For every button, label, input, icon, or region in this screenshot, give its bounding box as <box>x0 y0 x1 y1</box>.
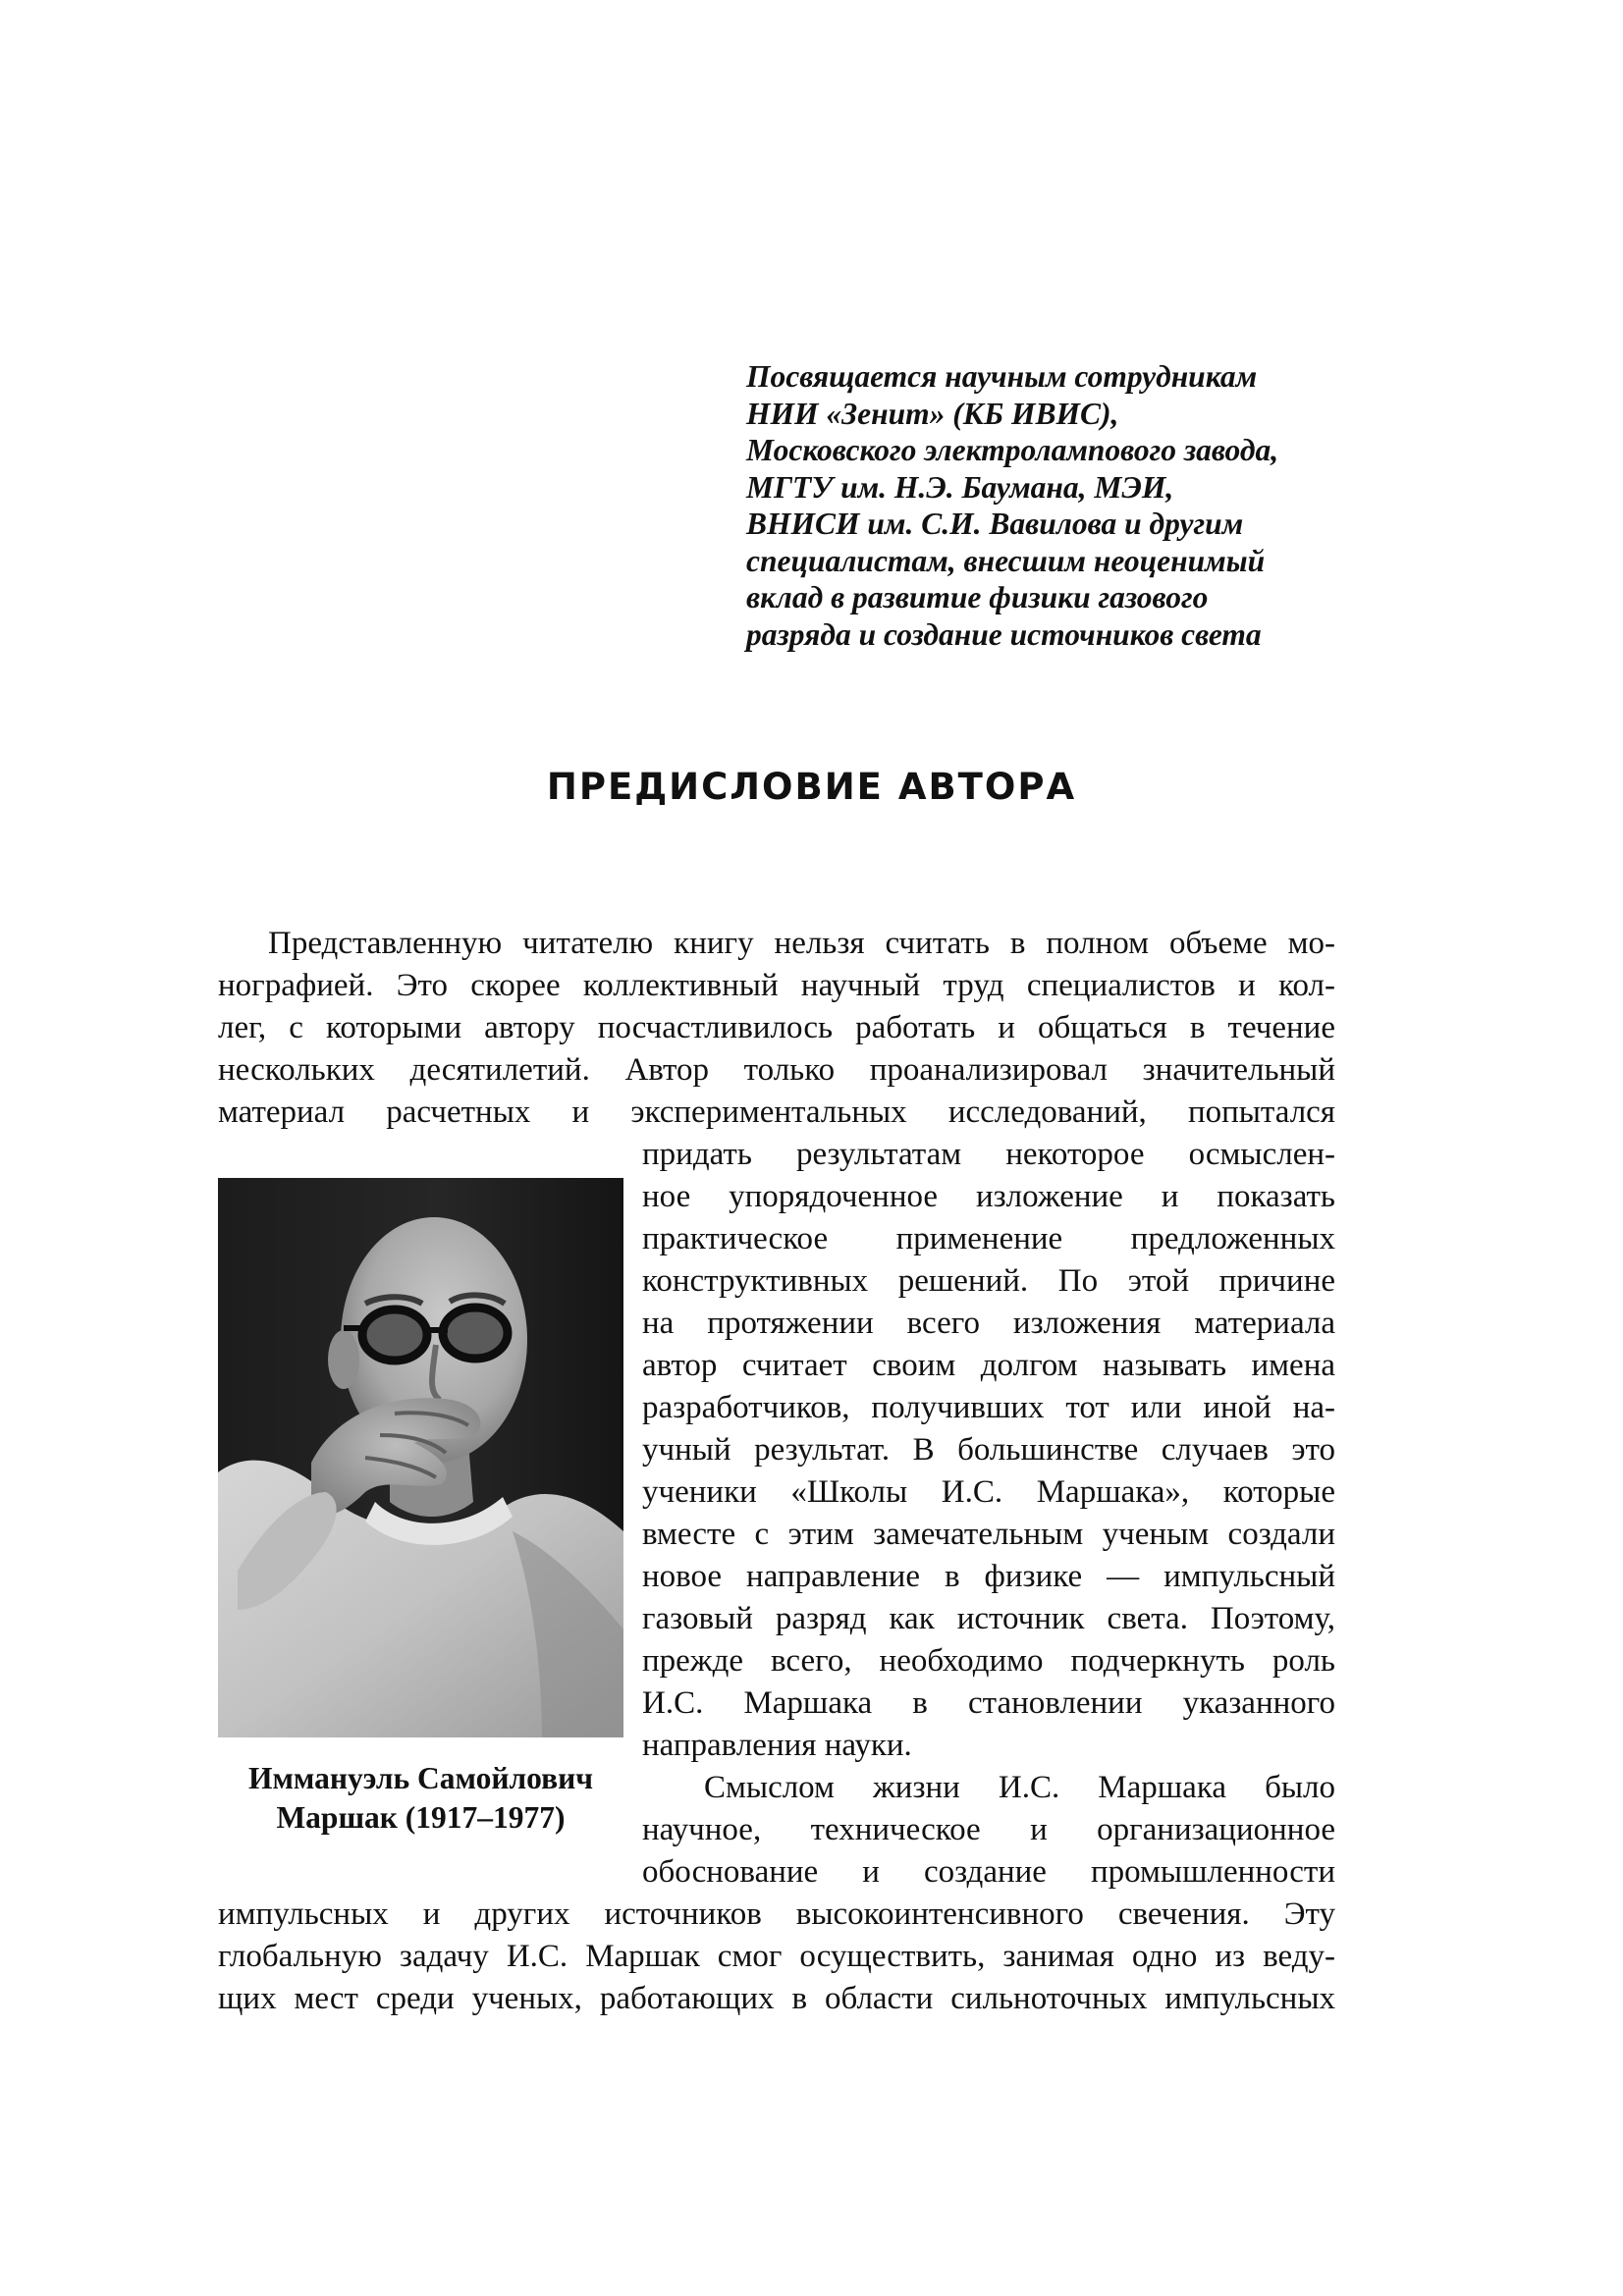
body-line: придать результатам некоторое осмыслен- <box>642 1137 1335 1172</box>
photo-caption <box>218 1759 623 1838</box>
dedication-line: ВНИСИ им. С.И. Вавилова и другим <box>746 507 1244 541</box>
body-line: нескольких десятилетий. Автор только проанализировал значительный <box>218 1052 1335 1088</box>
body-line: учный результат. В большинстве случаев это <box>642 1432 1335 1468</box>
body-line: практическое применение предложенных <box>642 1221 1335 1256</box>
body-line: глобальную задачу И.С. Маршак смог осуществить, занимая одно из веду- <box>218 1939 1335 1974</box>
body-line: конструктивных решений. По этой причине <box>642 1263 1335 1299</box>
body-line: обоснование и создание промышленности <box>642 1854 1335 1890</box>
body-line: ное упорядоченное изложение и показать <box>642 1179 1335 1214</box>
body-line: прежде всего, необходимо подчеркнуть роль <box>642 1643 1335 1679</box>
body-line: ученики «Школы И.С. Маршака», которые <box>642 1474 1335 1510</box>
body-line: нографией. Это скорее коллективный научный труд специалистов и кол- <box>218 968 1335 1003</box>
body-line: материал расчетных и экспериментальных исследований, попытался <box>218 1095 1335 1130</box>
body-line: газовый разряд как источник света. Поэтому, <box>642 1601 1335 1636</box>
body-line: щих мест среди ученых, работающих в области сильноточных импульсных <box>218 1981 1335 2016</box>
dedication-line: Московского электролампового завода, <box>746 433 1279 467</box>
body-line: на протяжении всего изложения материала <box>642 1306 1335 1341</box>
body-line: вместе с этим замечательным ученым создали <box>642 1517 1335 1552</box>
caption-line: Маршак (1917–1977) <box>276 1800 566 1835</box>
dedication-line: вклад в развитие физики газового <box>746 580 1209 614</box>
body-line: И.С. Маршака в становлении указанного <box>642 1685 1335 1721</box>
dedication-line: Посвящается научным сотрудникам <box>746 359 1258 394</box>
caption-line: Иммануэль Самойлович <box>247 1761 594 1795</box>
body-line: направления науки. <box>642 1728 912 1763</box>
body-line: автор считает своим долгом называть имена <box>642 1348 1335 1383</box>
dedication-line: разряда и создание источников света <box>746 616 1262 652</box>
dedication-line: МГТУ им. Н.Э. Баумана, МЭИ, <box>746 469 1174 505</box>
page-title: ПРЕДИСЛОВИЕ АВТОРА <box>546 766 1077 808</box>
body-line: научное, техническое и организационное <box>642 1812 1335 1847</box>
dedication <box>746 358 1375 653</box>
portrait-photo <box>218 1178 623 1737</box>
dedication-line: специалистам, внесшим неоценимый <box>746 543 1266 578</box>
body-line: новое направление в физике — импульсный <box>642 1559 1335 1594</box>
body-line: импульсных и других источников высокоинтенсивного свечения. Эту <box>218 1896 1335 1932</box>
dedication-line: НИИ «Зенит» (КБ ИВИС), <box>746 396 1119 431</box>
body-line: Представленную читателю книгу нельзя считать в полном объеме мо- <box>268 926 1335 961</box>
body-line: лег, с которыми автору посчастливилось работать и общаться в течение <box>218 1010 1335 1045</box>
portrait-image <box>218 1178 623 1737</box>
body-line: Смыслом жизни И.С. Маршака было <box>704 1770 1335 1805</box>
body-line: разработчиков, получивших тот или иной на- <box>642 1390 1335 1425</box>
